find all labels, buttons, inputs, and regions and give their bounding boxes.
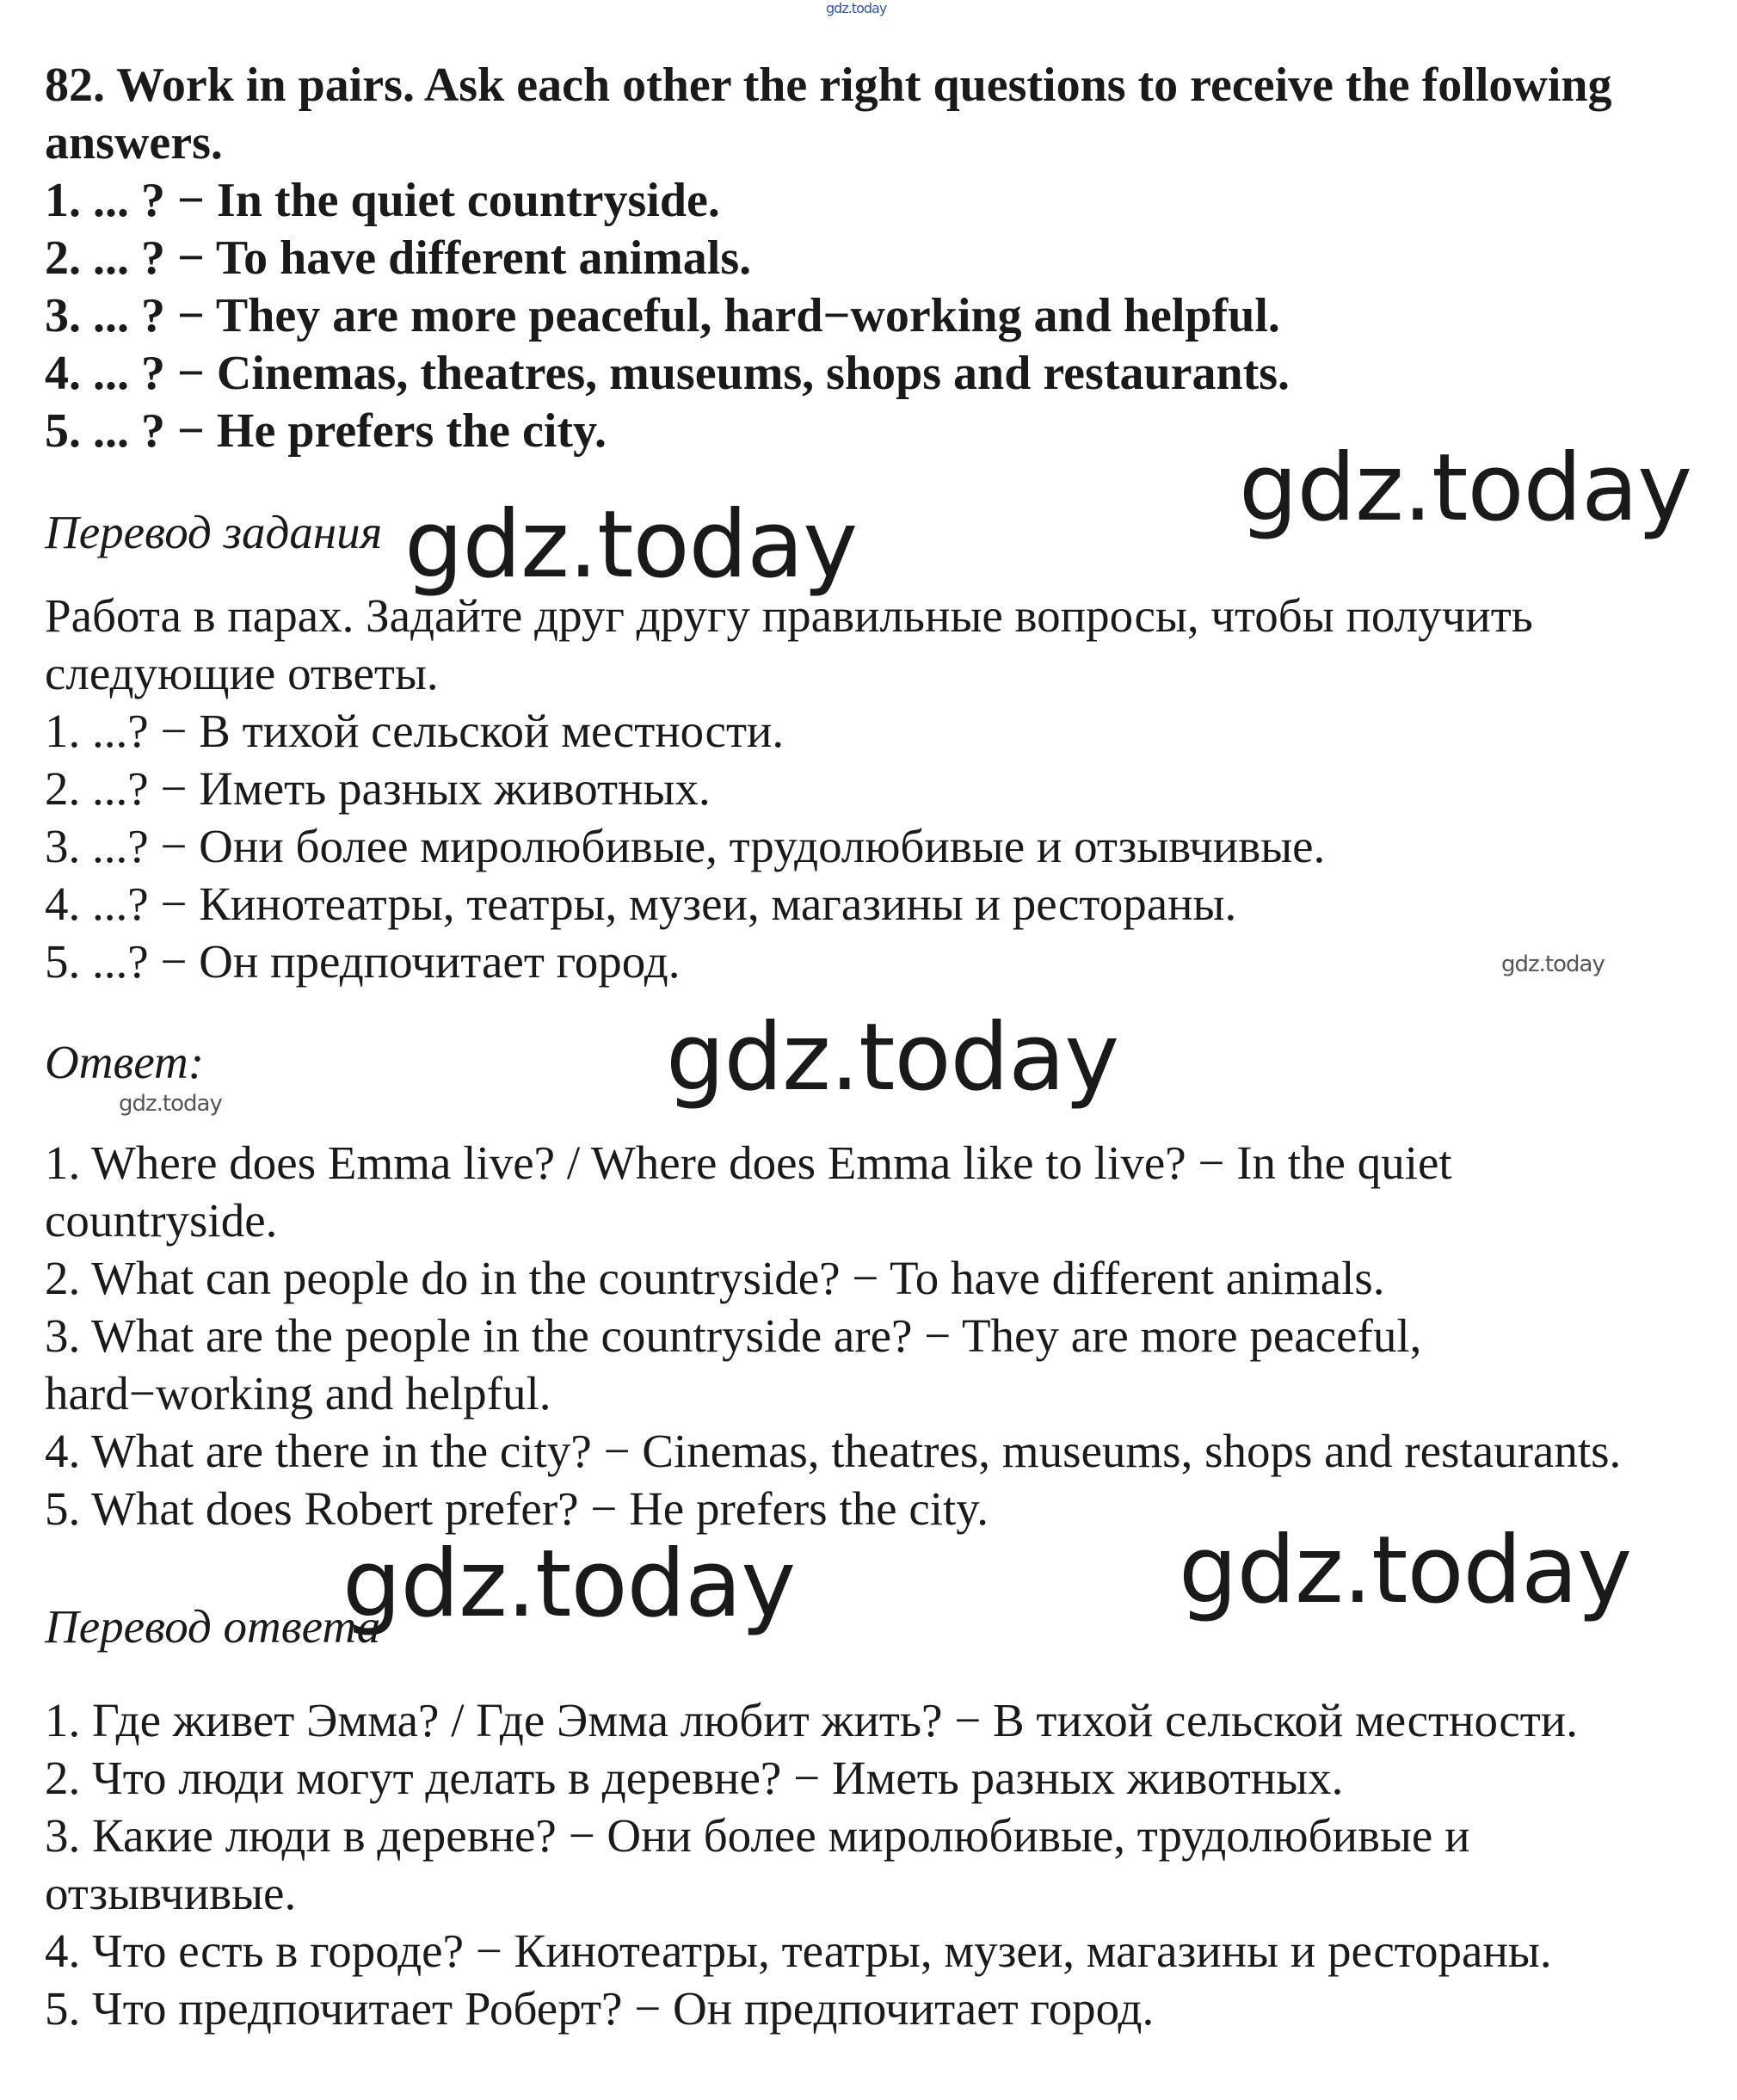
watermark-big-1: gdz.today	[1239, 434, 1692, 542]
task-translation-item: 2. ...? − Иметь разных животных.	[45, 762, 711, 815]
answer-translation-line: 5. Что предпочитает Роберт? − Он предпочитает город.	[45, 1982, 1155, 2035]
watermark-big-4: gdz.today	[342, 1530, 796, 1638]
task-translation-item: 3. ...? − Они более миролюбивые, трудолюбивые и отзывчивые.	[45, 820, 1326, 872]
answer-line: hard−working and helpful.	[45, 1367, 551, 1420]
task-translation-label: Перевод задания	[45, 506, 383, 558]
watermark-big-5: gdz.today	[1179, 1517, 1632, 1624]
task-item: 1. ... ? − In the quiet countryside.	[45, 174, 720, 227]
answer-line: 3. What are the people in the countryside are? − They are more peaceful,	[45, 1309, 1422, 1362]
task-translation-section	[45, 587, 1722, 990]
answer-label: Ответ:	[45, 1036, 205, 1088]
answer-translation-line: 3. Какие люди в деревне? − Они более миролюбивые, трудолюбивые и	[45, 1809, 1470, 1862]
watermark-small-1: gdz.today	[1501, 951, 1605, 977]
watermark-top: gdz.today	[826, 0, 887, 16]
answer-translation-line: отзывчивые.	[45, 1867, 297, 1919]
task-heading-line-2: answers.	[45, 116, 223, 169]
answer-translation-line: 4. Что есть в городе? − Кинотеатры, театры, музеи, магазины и рестораны.	[45, 1924, 1552, 1977]
watermark-small-2: gdz.today	[119, 1091, 222, 1117]
answer-translation-label: Перевод ответа	[45, 1600, 381, 1653]
task-translation-intro-line-2: следующие ответы.	[45, 647, 439, 699]
watermark-big-3: gdz.today	[666, 1004, 1119, 1112]
task-item: 4. ... ? − Cinemas, theatres, museums, shops and restaurants.	[45, 347, 1290, 400]
answer-line: countryside.	[45, 1194, 278, 1247]
task-item: 3. ... ? − They are more peaceful, hard−working and helpful.	[45, 289, 1280, 342]
task-translation-item: 4. ...? − Кинотеатры, театры, музеи, магазины и рестораны.	[45, 878, 1237, 930]
task-item: 5. ... ? − He prefers the city.	[45, 404, 607, 458]
watermark-big-2: gdz.today	[404, 491, 858, 599]
answer-translation-section	[45, 1691, 1722, 2037]
answer-translation-line: 2. Что люди могут делать в деревне? − Иметь разных животных.	[45, 1752, 1344, 1804]
task-translation-item: 1. ...? − В тихой сельской местности.	[45, 705, 785, 757]
answer-section	[45, 1134, 1722, 1537]
answer-line: 4. What are there in the city? − Cinemas, theatres, museums, shops and restaurants.	[45, 1425, 1622, 1477]
answer-line: 5. What does Robert prefer? − He prefers the city.	[45, 1482, 989, 1535]
task-translation-item: 5. ...? − Он предпочитает город.	[45, 935, 681, 988]
task-translation-intro-line-1: Работа в парах. Задайте друг другу правильные вопросы, чтобы получить	[45, 589, 1533, 642]
answer-line: 2. What can people do in the countryside? − To have different animals.	[45, 1252, 1385, 1304]
task-item: 2. ... ? − To have different animals.	[45, 231, 752, 285]
task-section	[45, 57, 1722, 460]
document-content	[45, 57, 1722, 2037]
answer-line: 1. Where does Emma live? / Where does Emma like to live? − In the quiet	[45, 1136, 1452, 1189]
answer-translation-line: 1. Где живет Эмма? / Где Эмма любит жить? − В тихой сельской местности.	[45, 1694, 1578, 1746]
task-heading-line-1: 82. Work in pairs. Ask each other the right questions to receive the following	[45, 59, 1612, 112]
